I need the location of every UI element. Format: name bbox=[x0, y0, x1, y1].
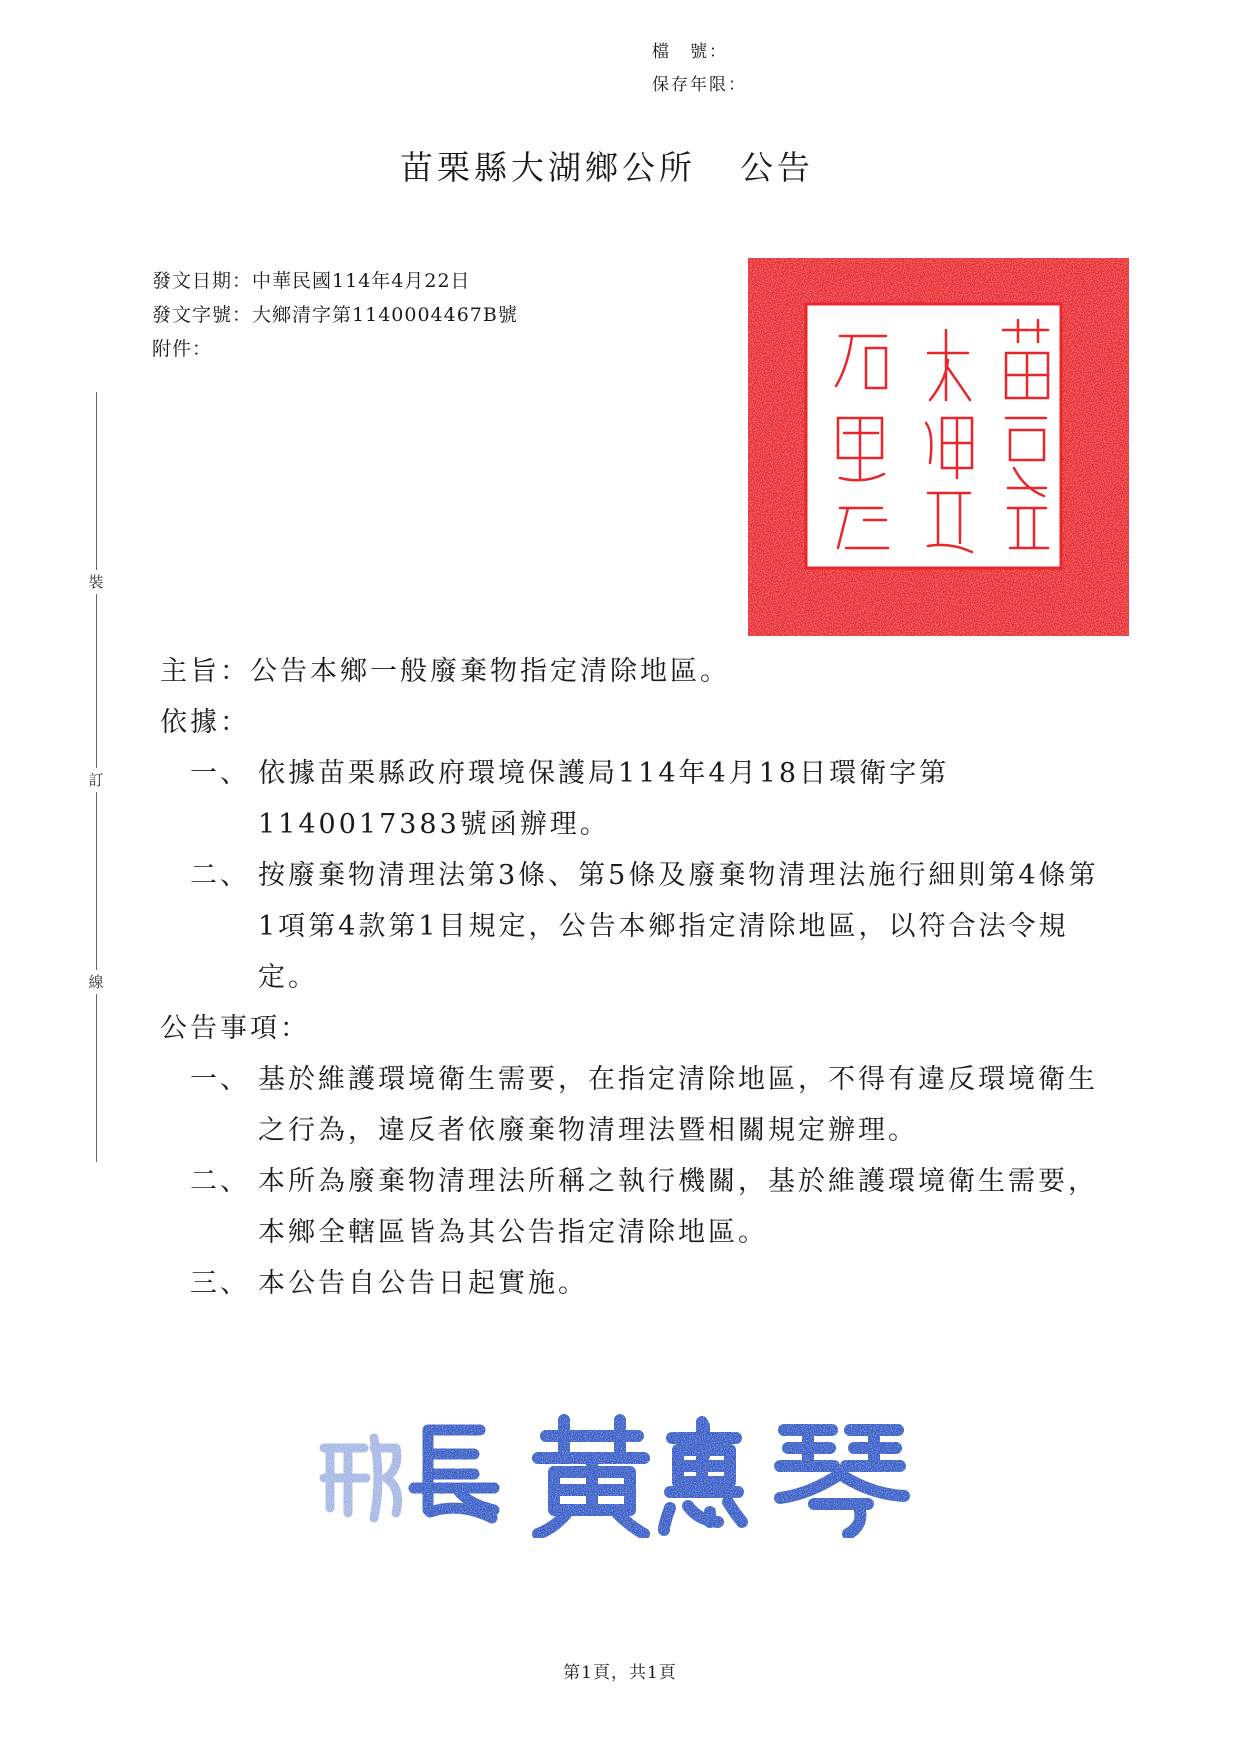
basis-item-text: 依據苗栗縣政府環境保護局114年4月18日環衛字第1140017383號函辦理。 bbox=[258, 758, 950, 840]
announcement-item bbox=[190, 1054, 1110, 1156]
document-meta bbox=[152, 264, 518, 366]
file-info bbox=[652, 36, 747, 102]
announcement-item-text: 本所為廢棄物清理法所稱之執行機關，基於維護環境衛生需要，本鄉全轄區皆為其公告指定清除地區。 bbox=[258, 1166, 1098, 1248]
retention-row bbox=[652, 69, 747, 102]
binding-char-ding: 訂 bbox=[84, 768, 108, 792]
announcement-item-text: 本公告自公告日起實施。 bbox=[258, 1268, 588, 1299]
document-type: 公告 bbox=[740, 148, 814, 187]
subject-row bbox=[160, 646, 1110, 697]
retention-label: 保存年限： bbox=[652, 75, 747, 95]
basis-item bbox=[190, 850, 1110, 1003]
ref-value: 大鄉清字第1140004467B號 bbox=[252, 304, 518, 326]
binding-char-zhuang: 裝 bbox=[84, 570, 108, 594]
announcement-item-number: 三、 bbox=[190, 1268, 250, 1299]
file-number-label: 檔 號： bbox=[652, 42, 728, 62]
attachment-label: 附件： bbox=[152, 338, 213, 360]
subject-label: 主旨： bbox=[160, 656, 250, 687]
file-number-row bbox=[652, 36, 747, 69]
official-seal bbox=[748, 258, 1129, 636]
announcement-item-number: 一、 bbox=[190, 1064, 250, 1095]
basis-label: 依據： bbox=[160, 707, 250, 738]
office-name: 苗栗縣大湖鄉公所 bbox=[400, 148, 696, 187]
ref-row bbox=[152, 298, 518, 332]
document-body bbox=[160, 646, 1110, 1309]
signature-stamp bbox=[318, 1408, 968, 1538]
signature-texture bbox=[318, 1408, 968, 1538]
ref-label: 發文字號： bbox=[152, 304, 253, 326]
announcement-item bbox=[190, 1156, 1110, 1258]
basis-item-number: 一、 bbox=[190, 758, 250, 789]
attachment-row bbox=[152, 332, 518, 366]
page-title bbox=[400, 142, 814, 189]
announcement-item-number: 二、 bbox=[190, 1166, 250, 1197]
announcement-label: 公告事項： bbox=[160, 1013, 310, 1044]
basis-item-text: 按廢棄物清理法第3條、第5條及廢棄物清理法施行細則第4條第1項第4款第1目規定，公告本鄉指定清除地區，以符合法令規定。 bbox=[258, 860, 1099, 993]
date-value: 中華民國114年4月22日 bbox=[252, 270, 471, 292]
announcement-item bbox=[190, 1258, 1110, 1309]
subject-text: 公告本鄉一般廢棄物指定清除地區。 bbox=[250, 656, 730, 687]
announcement-item-text: 基於維護環境衛生需要，在指定清除地區，不得有違反環境衛生之行為，違反者依廢棄物清理法暨相關規定辦理。 bbox=[258, 1064, 1098, 1146]
binding-char-xian: 線 bbox=[84, 970, 108, 994]
basis-item bbox=[190, 748, 1110, 850]
date-row bbox=[152, 264, 518, 298]
page-number: 第1頁，共1頁 bbox=[563, 1663, 677, 1683]
basis-item-number: 二、 bbox=[190, 860, 250, 891]
seal-inner-field bbox=[806, 304, 1061, 568]
date-label: 發文日期： bbox=[152, 270, 253, 292]
